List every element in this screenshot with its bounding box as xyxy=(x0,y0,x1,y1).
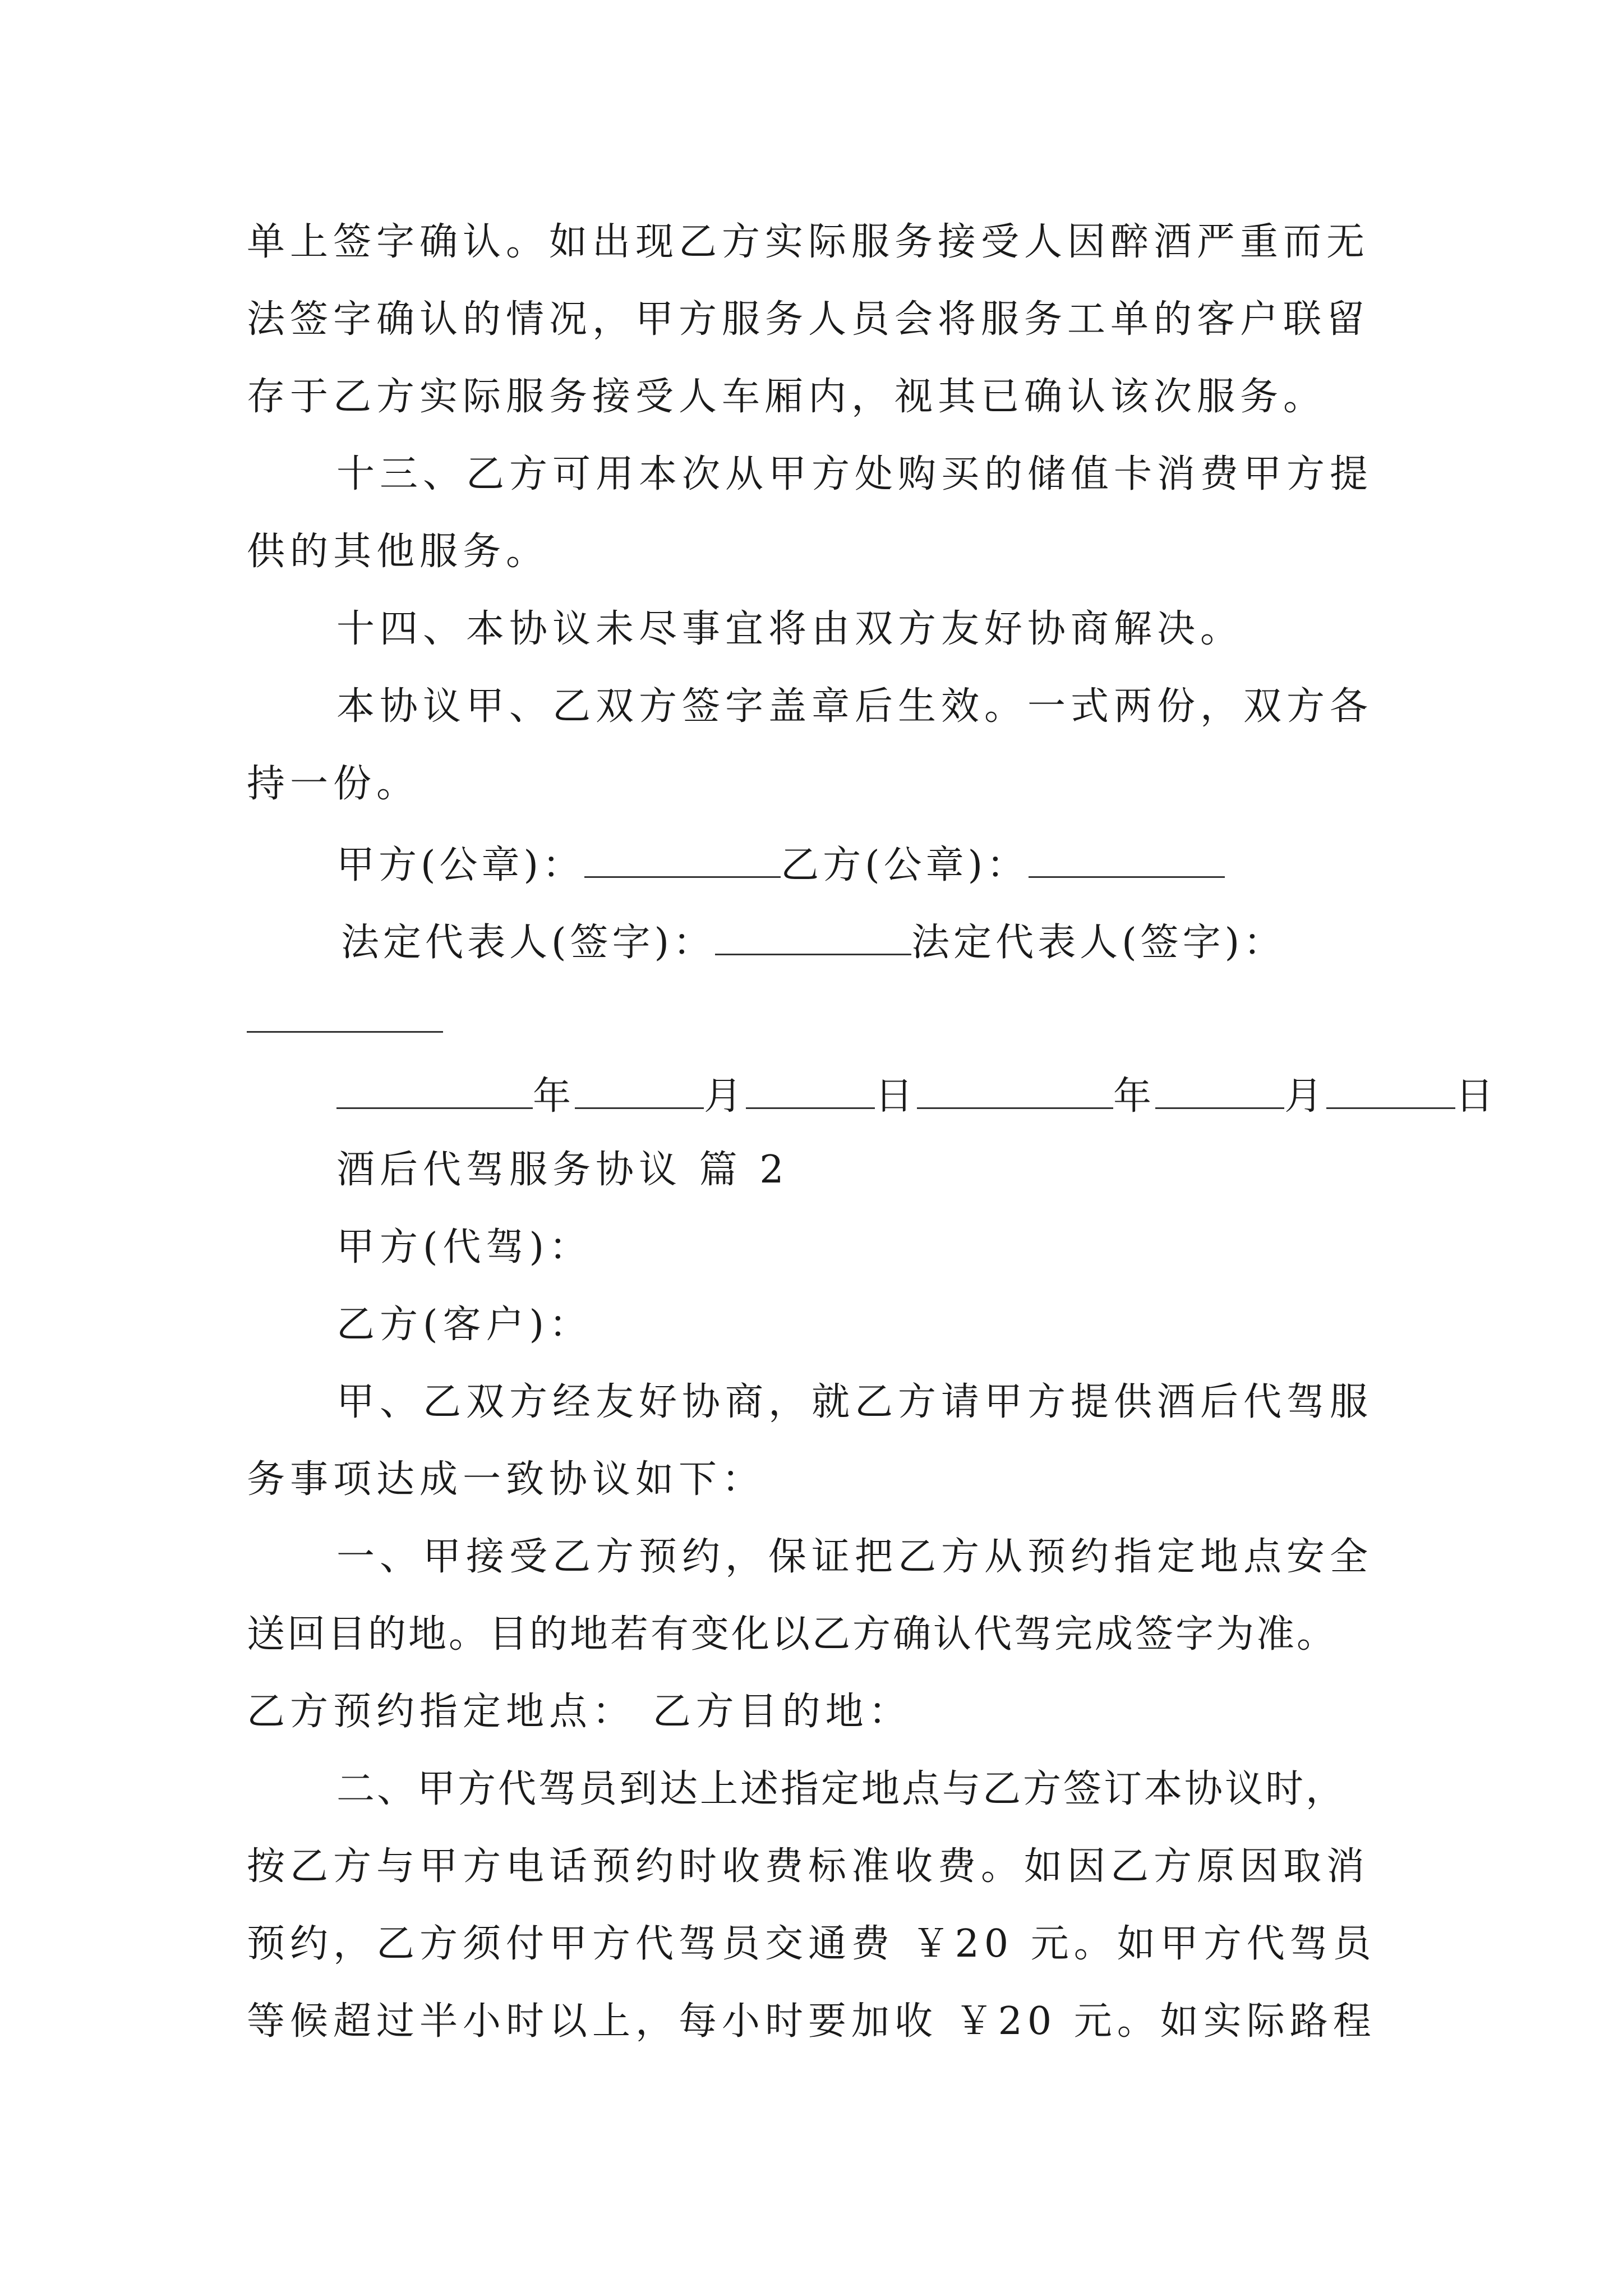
year-label: 年 xyxy=(533,1074,575,1119)
day-label: 日 xyxy=(875,1074,917,1119)
paragraph-line: 单上签字确认。如出现乙方实际服务接受人因醉酒严重而无 xyxy=(247,220,1370,264)
paragraph-line: 预约，乙方须付甲方代驾员交通费 ￥20 元。如甲方代驾员 xyxy=(247,1922,1376,1966)
party-b-line: 乙方(客户)： xyxy=(336,1303,593,1347)
year-blank-b[interactable] xyxy=(917,1074,1113,1109)
paragraph-line: 十三、乙方可用本次从甲方处购买的储值卡消费甲方提 xyxy=(336,452,1373,496)
rep-label-party-b: 法定代表人(签字)： xyxy=(911,921,1286,965)
seal-label-party-a: 甲方(公章)： xyxy=(336,843,585,887)
rep-label-party-a: 法定代表人(签字)： xyxy=(341,921,716,965)
seal-blank-party-a[interactable] xyxy=(584,843,781,878)
month-label: 月 xyxy=(704,1074,746,1119)
year-label: 年 xyxy=(1113,1074,1156,1119)
paragraph-line: 法签字确认的情况，甲方服务人员会将服务工单的客户联留 xyxy=(247,297,1370,342)
representative-row xyxy=(341,920,1286,965)
paragraph-line: 乙方预约指定地点： 乙方目的地： xyxy=(247,1690,912,1734)
date-row xyxy=(336,1074,1498,1119)
seal-blank-party-b[interactable] xyxy=(1029,843,1225,878)
paragraph-line: 二、甲方代驾员到达上述指定地点与乙方签订本协议时， xyxy=(336,1767,1347,1811)
paragraph-line: 存于乙方实际服务接受人车厢内，视其已确认该次服务。 xyxy=(247,375,1327,419)
month-label: 月 xyxy=(1284,1074,1327,1119)
paragraph-line: 务事项达成一致协议如下： xyxy=(247,1457,766,1502)
day-label: 日 xyxy=(1455,1074,1498,1119)
paragraph-line: 持一份。 xyxy=(247,762,420,806)
paragraph-line: 送回目的地。目的地若有变化以乙方确认代驾完成签字为准。 xyxy=(247,1612,1338,1657)
month-blank-a[interactable] xyxy=(575,1074,704,1109)
day-blank-a[interactable] xyxy=(746,1074,875,1109)
month-blank-b[interactable] xyxy=(1155,1074,1284,1109)
year-blank-a[interactable] xyxy=(336,1074,533,1109)
seal-row xyxy=(336,843,1225,885)
section-title: 酒后代驾服务协议 篇 2 xyxy=(336,1148,789,1192)
paragraph-line: 甲、乙双方经友好协商，就乙方请甲方提供酒后代驾服 xyxy=(336,1380,1373,1424)
day-blank-b[interactable] xyxy=(1326,1074,1455,1109)
paragraph-line: 本协议甲、乙双方签字盖章后生效。一式两份，双方各 xyxy=(336,684,1373,729)
paragraph-line: 供的其他服务。 xyxy=(247,530,550,574)
rep-blank-party-b[interactable] xyxy=(247,1031,443,1033)
paragraph-line: 一、甲接受乙方预约，保证把乙方从预约指定地点安全 xyxy=(336,1535,1373,1579)
rep-blank-party-a[interactable] xyxy=(715,920,911,955)
paragraph-line: 等候超过半小时以上，每小时要加收 ￥20 元。如实际路程 xyxy=(247,1999,1376,2044)
paragraph-line: 按乙方与甲方电话预约时收费标准收费。如因乙方原因取消 xyxy=(247,1844,1370,1889)
seal-label-party-b: 乙方(公章)： xyxy=(781,843,1029,887)
paragraph-line: 十四、本协议未尽事宜将由双方友好协商解决。 xyxy=(336,607,1244,651)
party-a-line: 甲方(代驾)： xyxy=(336,1225,593,1269)
